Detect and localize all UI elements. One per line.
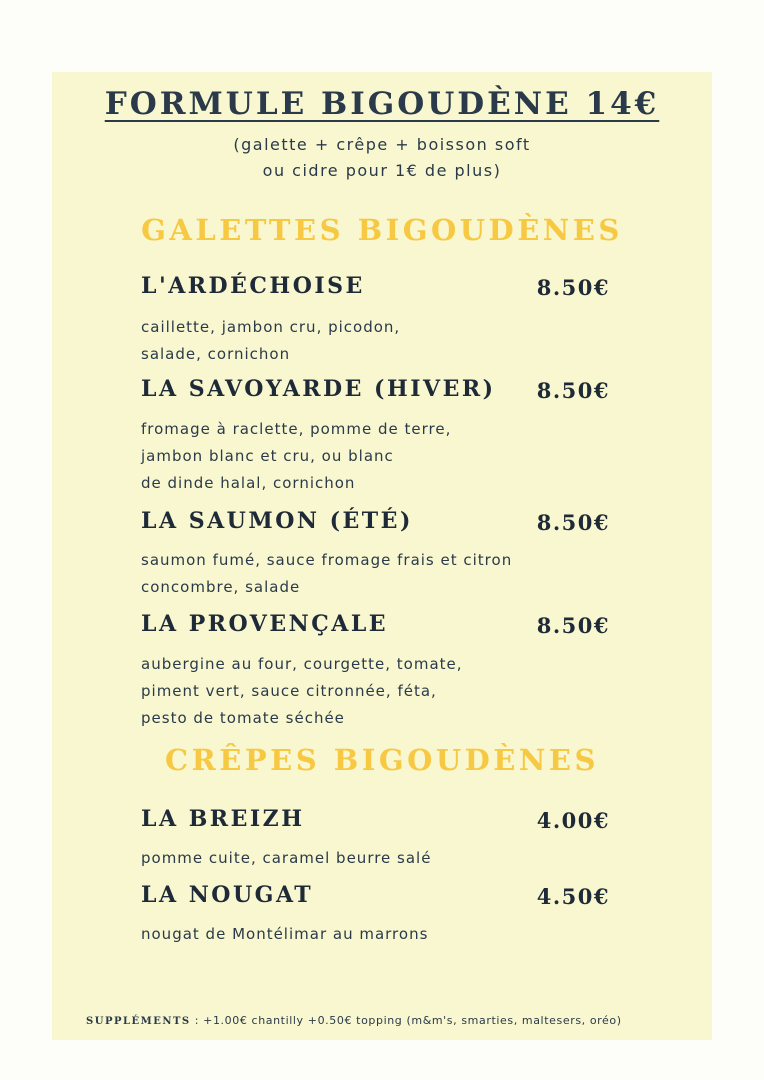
menu-item-price: 4.50€ <box>536 884 610 909</box>
menu-item-description: saumon fumé, sauce fromage frais et citron concombre, salade <box>141 551 513 596</box>
formula-subtitle-line2: ou cidre pour 1€ de plus) <box>262 161 502 180</box>
supplements-text: +1.00€ chantilly +0.50€ topping (m&m's, smarties, maltesers, oréo) <box>203 1014 622 1027</box>
menu-item-description: fromage à raclette, pomme de terre, jambon blanc et cru, ou blanc de dinde halal, cornichon <box>141 420 452 492</box>
menu-item-name: LA SAUMON (ÉTÉ) <box>141 508 413 534</box>
supplements-separator: : <box>190 1014 204 1027</box>
galettes-heading: GALETTES BIGOUDÈNES <box>141 213 623 247</box>
formula-title: FORMULE BIGOUDÈNE 14€ <box>104 86 660 122</box>
supplements-label: SUPPLÉMENTS <box>86 1016 191 1027</box>
menu-item-name: LA NOUGAT <box>141 882 314 908</box>
menu-item-price: 8.50€ <box>536 510 610 535</box>
supplements-note <box>86 1014 622 1027</box>
menu-item-name: LA SAVOYARDE (HIVER) <box>141 376 496 402</box>
menu-item-description: caillette, jambon cru, picodon, salade, cornichon <box>141 318 401 363</box>
menu-item-price: 4.00€ <box>536 808 610 833</box>
menu-item-price: 8.50€ <box>536 378 610 403</box>
menu-item-description: nougat de Montélimar au marrons <box>141 925 429 943</box>
menu-item-name: LA PROVENÇALE <box>141 611 389 637</box>
crepes-heading: CRÊPES BIGOUDÈNES <box>165 743 599 777</box>
menu-item-description: pomme cuite, caramel beurre salé <box>141 849 432 867</box>
formula-subtitle-line1: (galette + crêpe + boisson soft <box>233 135 531 154</box>
menu-item-price: 8.50€ <box>536 613 610 638</box>
menu-item-description: aubergine au four, courgette, tomate, piment vert, sauce citronnée, féta, pesto de tomate séchée <box>141 655 463 727</box>
menu-item-price: 8.50€ <box>536 275 610 300</box>
menu-item-name: LA BREIZH <box>141 806 305 832</box>
menu-item-name: L'ARDÉCHOISE <box>141 273 365 299</box>
